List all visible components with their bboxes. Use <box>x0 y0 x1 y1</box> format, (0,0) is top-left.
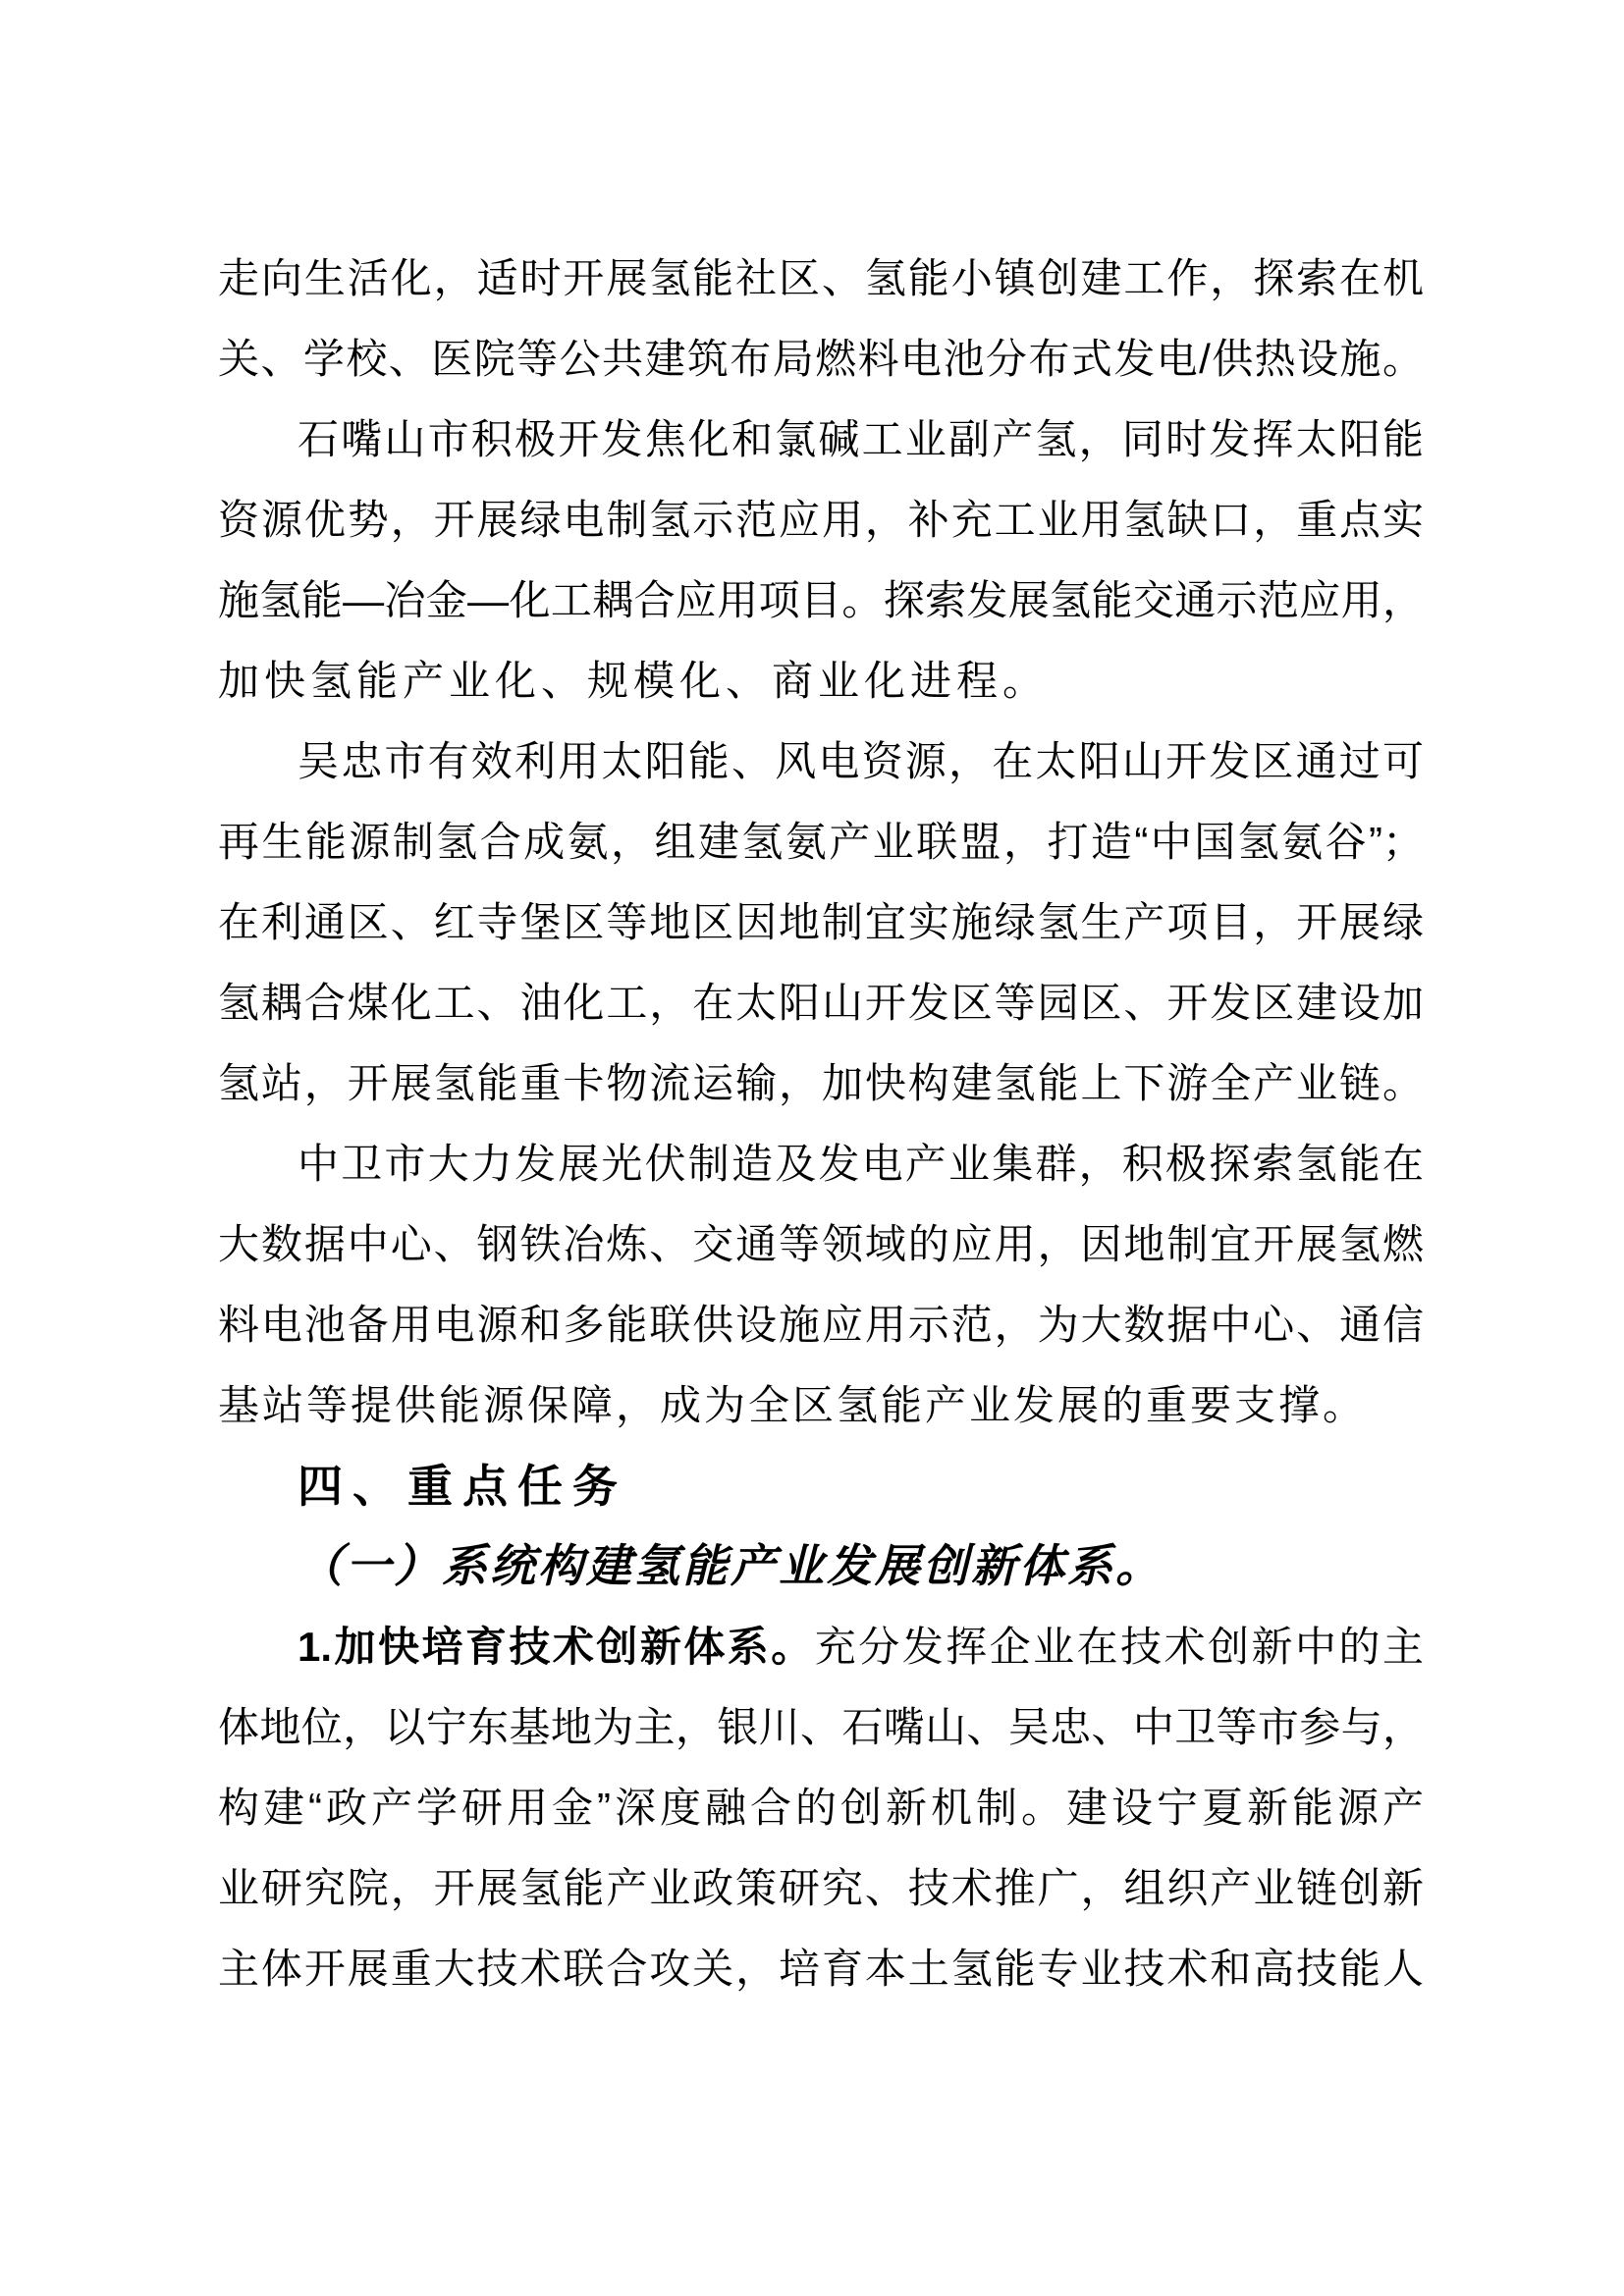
text-line: 吴忠市有效利用太阳能、风电资源，在太阳山开发区通过可 <box>298 738 1424 784</box>
paragraph-wuzhong <box>218 721 1424 1124</box>
paragraph-shizuishan <box>218 400 1424 721</box>
subsection-heading: （一）系统构建氢能产业发展创新体系。 <box>298 1541 1164 1591</box>
text-line: 再生能源制氢合成氨，组建氢氨产业联盟，打造“中国氢氨谷”； <box>218 819 1424 865</box>
text-line: 业研究院，开展氢能产业政策研究、技术推广，组织产业链创新 <box>218 1865 1424 1911</box>
section-heading: 四、重点任务 <box>298 1461 627 1512</box>
text-line: 大数据中心、钢铁冶炼、交通等领域的应用，因地制宜开展氢燃 <box>218 1221 1424 1267</box>
text-line: 构建“政产学研用金”深度融合的创新机制。建设宁夏新能源产 <box>218 1785 1424 1831</box>
text-line-rest: 充分发挥企业在技术创新中的主 <box>814 1624 1424 1670</box>
paragraph-continuation <box>218 239 1424 400</box>
text-line: 资源优势，开展绿电制氢示范应用，补充工业用氢缺口，重点实 <box>218 497 1424 543</box>
text-line: 关、学校、医院等公共建筑布局燃料电池分布式发电/供热设施。 <box>218 336 1424 382</box>
task-number-bold-lead: 1.加快培育技术创新体系。 <box>298 1624 815 1670</box>
paragraph-task-1 <box>218 1607 1424 2009</box>
text-line: 基站等提供能源保障，成为全区氢能产业发展的重要支撑。 <box>218 1382 1368 1428</box>
text-line <box>218 1607 1424 1687</box>
document-text-block <box>218 239 1424 2009</box>
text-line: 走向生活化，适时开展氢能社区、氢能小镇创建工作，探索在机 <box>218 255 1424 301</box>
text-line: 施氢能—冶金—化工耦合应用项目。探索发展氢能交通示范应用， <box>218 577 1424 623</box>
text-line: 加快氢能产业化、规模化、商业化进程。 <box>218 658 1050 704</box>
text-line: 料电池备用电源和多能联供设施应用示范，为大数据中心、通信 <box>218 1302 1424 1348</box>
text-line: 氢耦合煤化工、油化工，在太阳山开发区等园区、开发区建设加 <box>218 980 1424 1026</box>
text-line: 主体开展重大技术联合攻关，培育本土氢能专业技术和高技能人 <box>218 1946 1424 1992</box>
paragraph-zhongwei <box>218 1124 1424 1446</box>
text-line: 体地位，以宁东基地为主，银川、石嘴山、吴忠、中卫等市参与， <box>218 1704 1424 1750</box>
text-line: 氢站，开展氢能重卡物流运输，加快构建氢能上下游全产业链。 <box>218 1060 1424 1106</box>
text-line: 石嘴山市积极开发焦化和氯碱工业副产氢，同时发挥太阳能 <box>298 416 1424 462</box>
text-line: 中卫市大力发展光伏制造及发电产业集群，积极探索氢能在 <box>298 1141 1424 1187</box>
text-line: 在利通区、红寺堡区等地区因地制宜实施绿氢生产项目，开展绿 <box>218 899 1424 945</box>
